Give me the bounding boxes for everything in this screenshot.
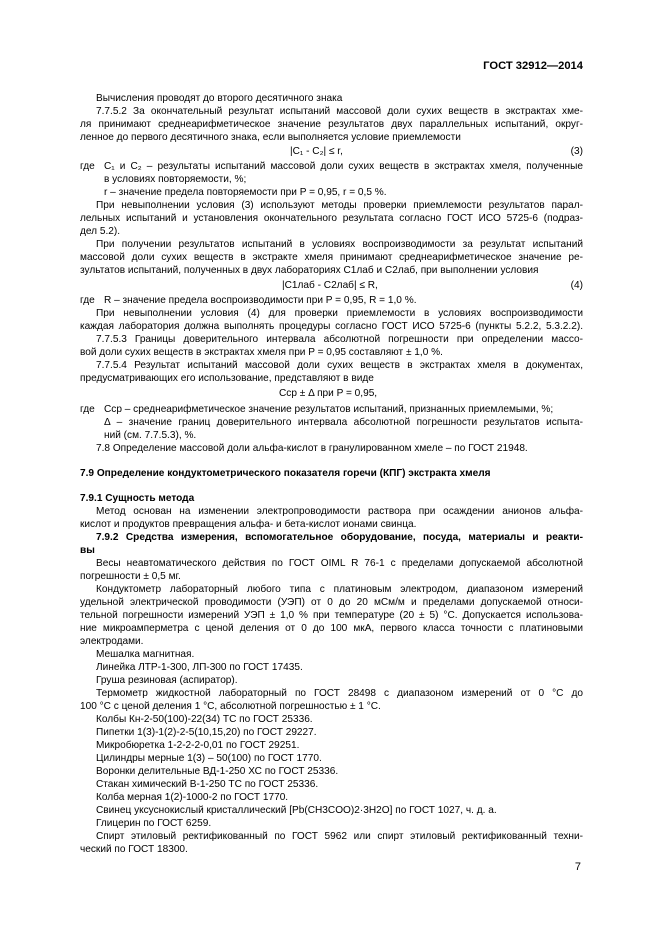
text-line: 7.7.5.3 Границы доверительного интервала абсолютной погрешности при определении массо-	[96, 334, 583, 345]
text-line: Цилиндры мерные 1(3) – 50(100) по ГОСТ 1770.	[96, 753, 322, 764]
text-line: 7.7.5.2 За окончательный результат испытаний массовой доли сухих веществ в экстрактах хме-	[96, 106, 583, 117]
text-line: ленное до первого десятичного знака, если выполняется условие приемлемости	[80, 132, 461, 143]
text-line: погрешности ± 0,5 мг.	[80, 571, 181, 582]
text-line: Метод основан на изменении электропроводимости раствора при осаждении анионов альфа-	[96, 506, 583, 517]
text-line: тельной погрешности измерений УЭП ± 1,0 % при температуре (20 ± 5) °С. Допускается использова-	[80, 610, 583, 621]
text-line: Вычисления проводят до второго десятичного знака	[96, 93, 343, 104]
text-line: Воронки делительные ВД-1-250 ХС по ГОСТ 25336.	[96, 766, 339, 777]
text-line: Кондуктометр лабораторный любого типа с платиновым электродом, диапазоном измерений	[96, 584, 583, 595]
text-line: Глицерин по ГОСТ 6259.	[96, 818, 212, 829]
text-line: Мешалка магнитная.	[96, 649, 195, 660]
text-line: электродами.	[80, 636, 144, 647]
text-line: При невыполнении условия (3) используют методы проверки приемлемости результатов парал-	[96, 200, 583, 211]
text-line: При получении результатов испытаний в условиях воспроизводимости за результат испытаний	[96, 239, 583, 250]
text-line: 7.8 Определение массовой доли альфа-кислот в гранулированном хмеле – по ГОСТ 21948.	[96, 443, 528, 454]
text-line: Пипетки 1(3)-1(2)-2-5(10,15,20) по ГОСТ 29227.	[96, 727, 317, 738]
text-line: Cср ± Δ при P = 0,95,	[279, 388, 378, 399]
text-line: где	[80, 295, 95, 306]
text-line: лельных испытаний и установления окончательного результата согласно ГОСТ ИСО 5725-6 (подраз-	[80, 213, 583, 224]
text-line: Свинец уксуснокислый кристаллический [Pb(CH3COO)2·3H2O] по ГОСТ 1027, ч. д. а.	[96, 805, 497, 816]
text-line: r – значение предела повторяемости при P = 0,95, r = 0,5 %.	[104, 187, 387, 198]
text-line: массовой доли сухих веществ в экстракте хмеля принимают среднеарифметическое значение ре-	[80, 252, 583, 263]
text-line: 100 °С с ценой деления 1 °С, абсолютной погрешностью ± 1 °С.	[80, 701, 381, 712]
text-line: |C1лаб - C2лаб| ≤ R,	[282, 280, 378, 291]
text-line: где	[80, 161, 95, 172]
text-line: в условиях повторяемости, %;	[104, 174, 247, 185]
text-line: зультатов испытаний, полученных в двух лабораториях C1лаб и C2лаб, при выполнении условия	[80, 265, 539, 276]
section-heading: 7.9.2 Средства измерения, вспомогательное оборудование, посуда, материалы и реакти-	[96, 532, 583, 543]
text-line: ний (см. 7.7.5.3), %.	[104, 430, 197, 441]
text-line: При невыполнении условия (4) для проверки приемлемости в условиях воспроизводимости	[96, 308, 583, 319]
text-line: 7.7.5.4 Результат испытаний массовой доли сухих веществ в экстрактах хмеля в документах,	[96, 360, 583, 371]
text-line: Δ – значение границ доверительного интервала абсолютной погрешности результатов испыта-	[104, 417, 583, 428]
text-line: ние микроамперметра с ценой деления от 0 до 100 мкА, первого класса точности с платиновыми	[80, 623, 583, 634]
text-line: Весы неавтоматического действия по ГОСТ OIML R 76-1 с пределами допускаемой абсолютной	[96, 558, 583, 569]
section-heading: 7.9.1 Сущность метода	[80, 493, 195, 504]
text-line: предусматривающих его использование, представляют в виде	[80, 373, 374, 384]
text-line: каждая лаборатория должна выполнять процедуры согласно ГОСТ ИСО 5725-6 (пункты 5.2.2, 5.3.2.2).	[80, 321, 583, 332]
text-line: Спирт этиловый ректификованный по ГОСТ 5962 или спирт этиловый ректификованный техни-	[96, 831, 583, 842]
text-line: Cср – среднеарифметическое значение результатов испытаний, признанных приемлемыми, %;	[104, 404, 554, 415]
text-line: Колбы Кн-2-50(100)-22(34) ТС по ГОСТ 25336.	[96, 714, 313, 725]
equation-number: (3)	[570, 146, 583, 157]
equation-number: (4)	[570, 280, 583, 291]
section-heading: вы	[80, 545, 95, 556]
text-line: |C₁ - C₂| ≤ r,	[290, 146, 343, 157]
text-line: Стакан химический В-1-250 ТС по ГОСТ 25336.	[96, 779, 319, 790]
text-line: где	[80, 404, 95, 415]
text-line: Микробюретка 1-2-2-2-0,01 по ГОСТ 29251.	[96, 740, 300, 751]
text-line: C₁ и C₂ – результаты испытаний массовой доли сухих веществ в экстрактах хмеля, полученные	[104, 161, 583, 172]
text-line: дел 5.2).	[80, 226, 121, 237]
text-line: ля принимают среднеарифметическое значение результатов двух параллельных испытаний, округ-	[80, 119, 583, 130]
document-header: ГОСТ 32912—2014	[483, 60, 583, 72]
text-line: Груша резиновая (аспиратор).	[96, 675, 238, 686]
text-line: вой доли сухих веществ в экстрактах хмеля при P = 0,95 составляют ± 1,0 %.	[80, 347, 443, 358]
section-heading: 7.9 Определение кондуктометрического показателя горечи (КПГ) экстракта хмеля	[80, 468, 491, 479]
page-number: 7	[574, 861, 581, 873]
text-line: Колба мерная 1(2)-1000-2 по ГОСТ 1770.	[96, 792, 289, 803]
text-line: кислот и продуктов превращения альфа- и бета-кислот ионами свинца.	[80, 519, 417, 530]
text-line: Линейка ЛТР-1-300, ЛП-300 по ГОСТ 17435.	[96, 662, 303, 673]
text-line: удельной электрической проводимости (УЭП) от 0 до 20 мСм/м и пределами допускаемой относи-	[80, 597, 583, 608]
text-line: Термометр жидкостной лабораторный по ГОСТ 28498 с диапазоном измерений от 0 °С до	[96, 688, 583, 699]
text-line: ческий по ГОСТ 18300.	[80, 844, 188, 855]
text-line: R – значение предела воспроизводимости при P = 0,95, R = 1,0 %.	[104, 295, 417, 306]
